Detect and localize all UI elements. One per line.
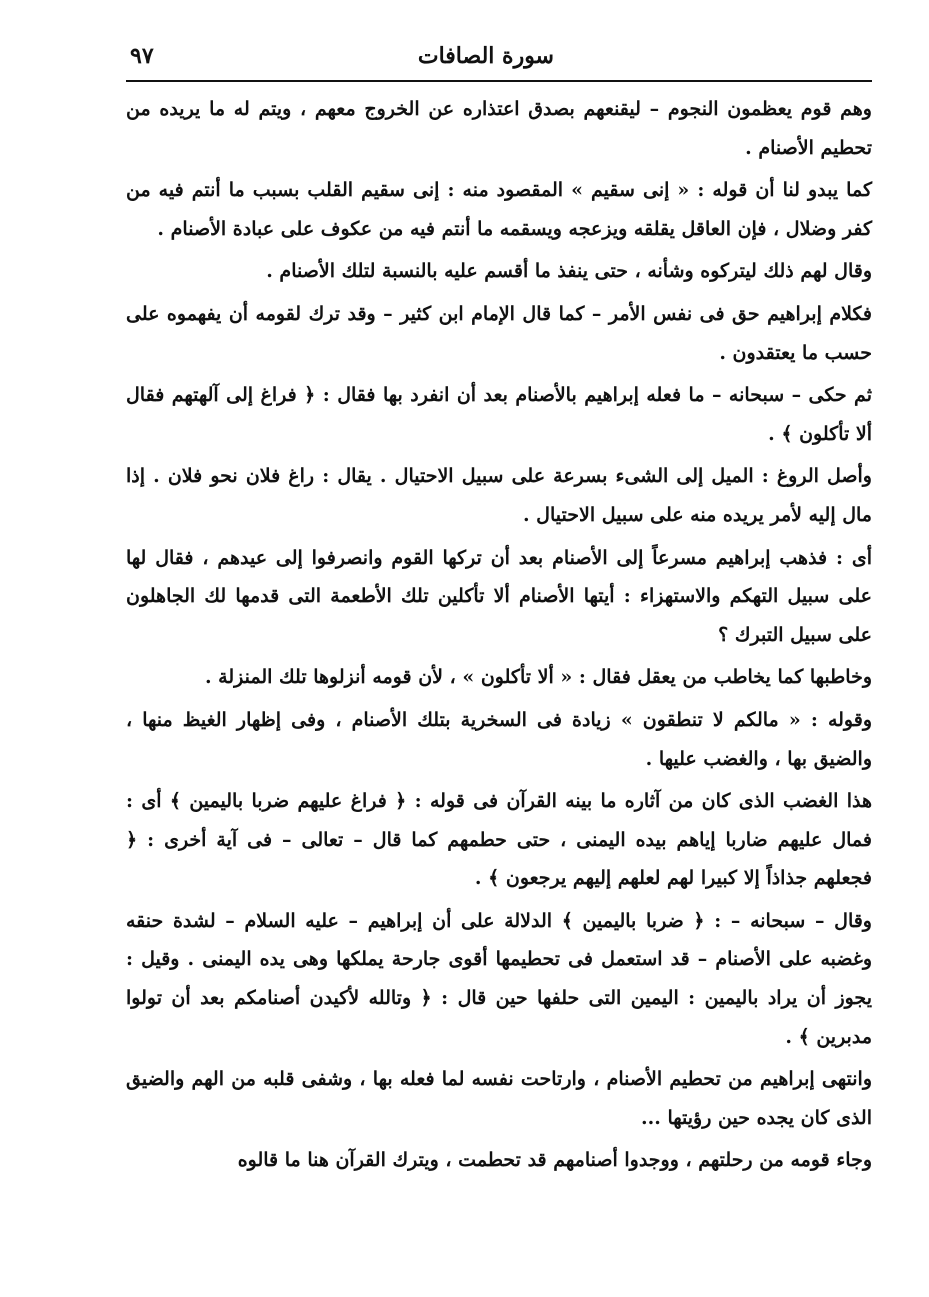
paragraph: فكلام إبراهيم حق فى نفس الأمر – كما قال الإمام ابن كثير – وقد ترك لقومه أن يفهموه على حسب ما يعتقدون .	[126, 302, 872, 364]
paragraph: وخاطبها كما يخاطب من يعقل فقال : « ألا تأكلون » ، لأن قومه أنزلوها تلك المنزلة .	[204, 666, 872, 689]
page-body	[126, 90, 872, 1184]
paragraph: وأصل الروغ : الميل إلى الشىء بسرعة على سبيل الاحتيال . يقال : راغ فلان نحو فلان . إذا مال إليه لأمر يريده منه على سبيل الاحتيال .	[126, 465, 872, 526]
paragraph: وهم قوم يعظمون النجوم – ليقنعهم بصدق اعتذاره عن الخروج معهم ، ويتم له ما يريده من تحطيم الأصنام .	[126, 98, 872, 159]
surah-title: سورة الصافات	[417, 43, 554, 69]
paragraph: وجاء قومه من رحلتهم ، ووجدوا أصنامهم قد تحطمت ، ويترك القرآن هنا ما قالوه	[237, 1149, 872, 1172]
paragraph: كما يبدو لنا أن قوله : « إنى سقيم » المقصود منه : إنى سقيم القلب بسبب ما أنتم فيه من كفر وضلال ، فإن العاقل يقلقه ويزعجه ويسقمه ما أنتم فيه من عكوف على عبادة الأصنام .	[126, 179, 872, 240]
paragraph: وانتهى إبراهيم من تحطيم الأصنام ، وارتاحت نفسه لما فعله بها ، وشفى قلبه من الهم والضيق الذى كان يجده حين رؤيتها ...	[126, 1068, 872, 1129]
paragraph: ثم حكى – سبحانه – ما فعله إبراهيم بالأصنام بعد أن انفرد بها فقال : ﴿ فراغ إلى آلهتهم فقال ألا تأكلون ﴾ .	[126, 384, 872, 445]
page-header	[126, 34, 872, 78]
paragraph: وقال – سبحانه – : ﴿ ضربا باليمين ﴾ الدلالة على أن إبراهيم – عليه السلام – لشدة حنقه وغضبه على الأصنام – قد استعمل فى تحطيمها أقوى جارحة يملكها وهى يده اليمنى . وقيل : يجوز أن يراد باليمين : اليمين التى حلفها حين قال : ﴿ وتالله لأكيدن أصنامكم بعد أن تولوا مدبرين ﴾ .	[126, 909, 872, 1048]
paragraph: وقوله : « مالكم لا تنطقون » زيادة فى السخرية بتلك الأصنام ، وفى إظهار الغيظ منها ، والضيق بها ، والغضب عليها .	[126, 708, 872, 770]
header-rule	[126, 80, 872, 82]
paragraph: أى : فذهب إبراهيم مسرعاً إلى الأصنام بعد أن تركها القوم وانصرفوا إلى عيدهم ، فقال لها على سبيل التهكم والاستهزاء : أيتها الأصنام ألا تأكلين تلك الأطعمة التى قدمها لك الجاهلون على سبيل التبرك ؟	[126, 546, 872, 646]
page-number: ٩٧	[130, 43, 154, 69]
paragraph: وقال لهم ذلك ليتركوه وشأنه ، حتى ينفذ ما أقسم عليه بالنسبة لتلك الأصنام .	[266, 260, 872, 283]
paragraph: هذا الغضب الذى كان من آثاره ما بينه القرآن فى قوله : ﴿ فراغ عليهم ضربا باليمين ﴾ أى : فمال عليهم ضاربا إياهم بيده اليمنى ، حتى حطمهم كما قال – تعالى – فى آية أخرى : ﴿ فجعلهم جذاذاً إلا كبيرا لهم لعلهم إليهم يرجعون ﴾ .	[126, 790, 872, 890]
